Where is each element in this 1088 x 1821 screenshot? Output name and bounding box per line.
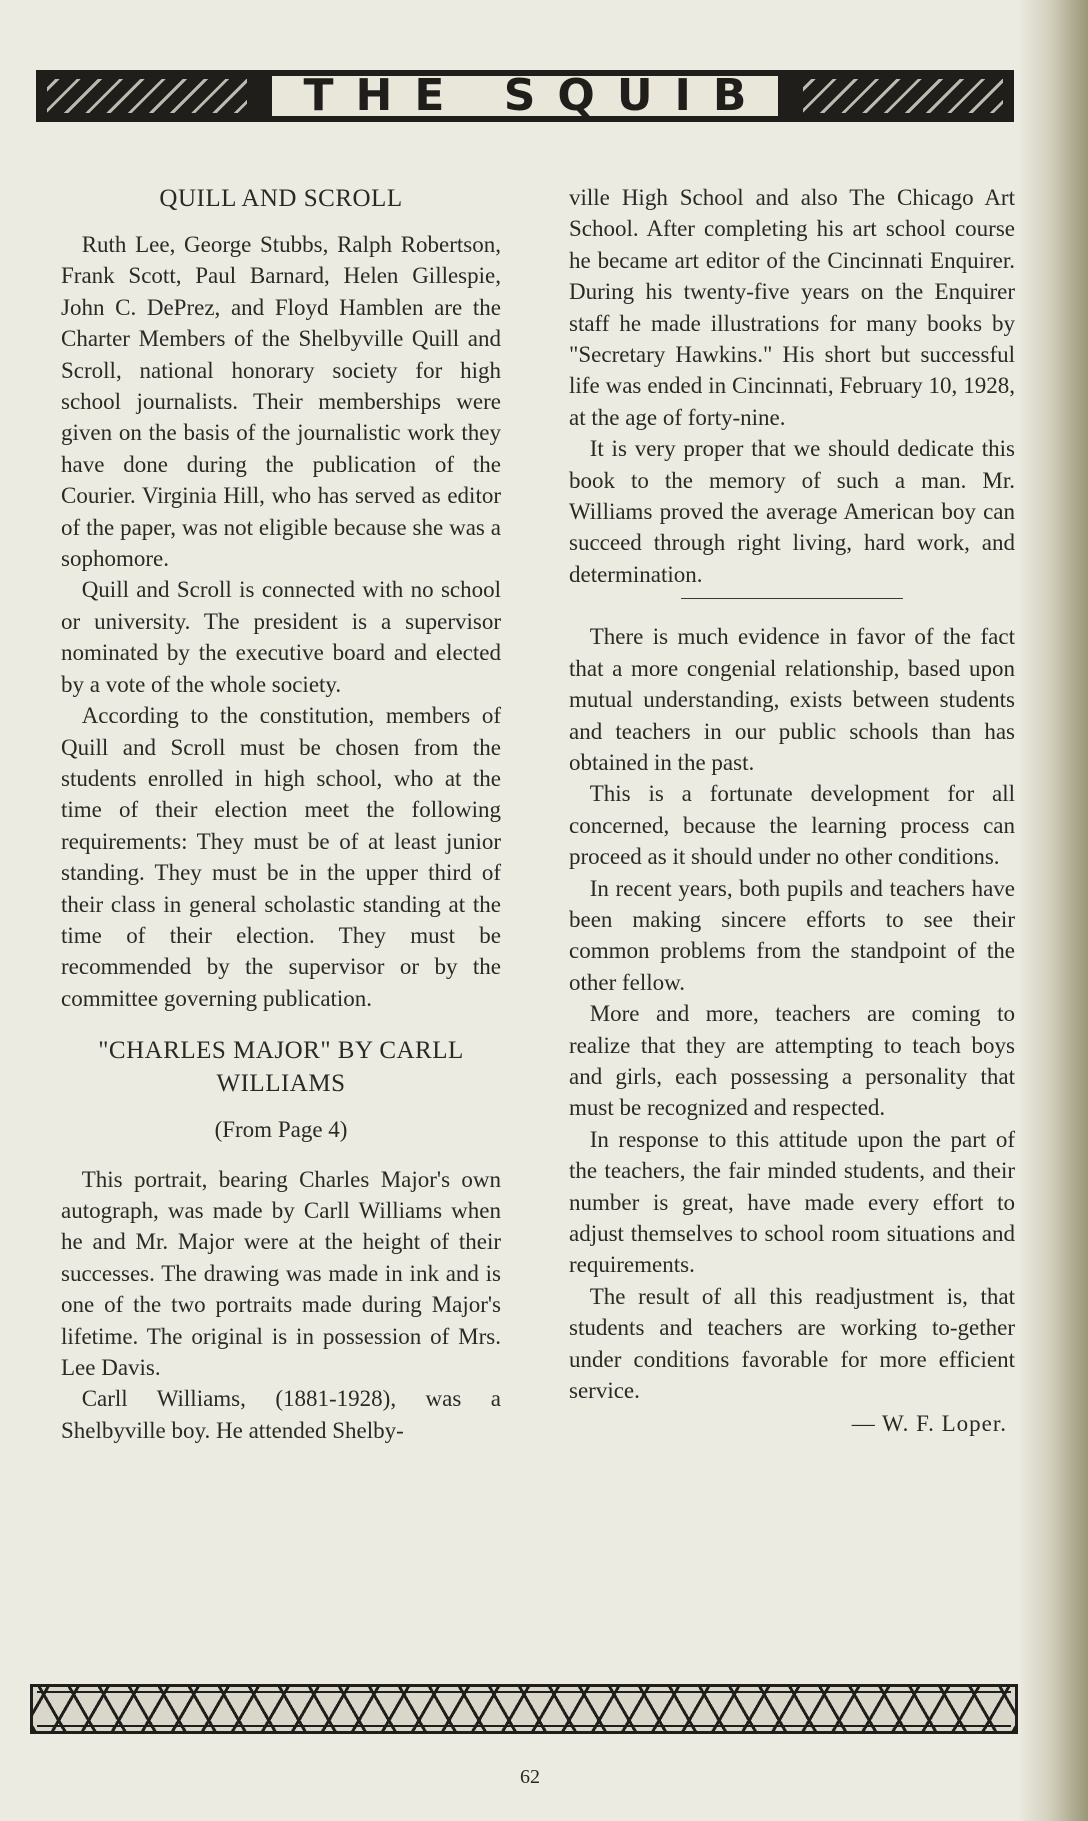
paragraph: In recent years, both pupils and teachers have been making sincere efforts to see their common problems from the standpoint of the other fellow. [569, 875, 1015, 995]
footer-ornament-banner [30, 1684, 1018, 1734]
paragraph-continued: ville High School and also The Chicago Art School. After completing his art school course he became art editor of the Cincinnati Enquirer. During his twenty-five years on the Enquirer staff he made illustrations for many books by "Secretary Hawkins." His short but successful life was ended in Cincinnati, February 10, 1928, at the age of forty-nine. [569, 185, 1015, 430]
page-number: 62 [520, 1766, 540, 1788]
paragraph: In response to this attitude upon the part of the teachers, the fair minded students, and their number is great, have made every effort to adjust themselves to school room situations and requirements. [569, 1126, 1015, 1278]
paragraph: It is very proper that we should dedicate this book to the memory of such a man. Mr. Williams proved the average American boy can succeed through right living, hard work, and determination. [569, 436, 1015, 587]
paragraph: Ruth Lee, George Stubbs, Ralph Robertson, Frank Scott, Paul Barnard, Helen Gillespie, John C. DePrez, and Floyd Hamblen are the Charter Members of the Shelbyville Quill and Scroll, national honorary society for high school journalists. Their memberships were given on the basis of the journalistic work they have done during the publication of the Courier. Virginia Hill, who has served as editor of the paper, was not eligible because she was a sophomore. [61, 232, 501, 572]
section-divider [681, 598, 903, 599]
paragraph: The result of all this readjustment is, that students and teachers are working to-gether under conditions favorable for more efficient service. [569, 1283, 1015, 1404]
masthead-title: THE SQUIB [268, 76, 783, 116]
paragraph: This is a fortunate development for all concerned, because the learning process can proceed as it should under no other conditions. [569, 781, 1015, 870]
page-binding-shadow [1018, 0, 1088, 1821]
quill-and-scroll-heading: QUILL AND SCROLL [159, 185, 403, 212]
paragraph: More and more, teachers are coming to realize that they are attempting to teach boys and girls, each possessing a personality that must be recognized and respected. [569, 1001, 1015, 1121]
paragraph: This portrait, bearing Charles Major's own autograph, was made by Carll Williams when he and Mr. Major were at the height of their successes. The drawing was made in ink and is one of the two portraits made during Major's lifetime. The original is in possession of Mrs. Lee Davis. [61, 1166, 501, 1380]
author-signature: — W. F. Loper. [851, 1411, 1007, 1437]
left-column [61, 182, 501, 1446]
right-column [569, 182, 1015, 1440]
paragraph: According to the constitution, members of Quill and Scroll must be chosen from the students enrolled in high school, who at the time of their election meet the following requirements: They must be of at least junior standing. They must be in the upper third of their class in general scholastic standing at the time of their election. They must be recommended by the supervisor or by the committee governing publication. [61, 703, 501, 1011]
paragraph: There is much evidence in favor of the fact that a more congenial relationship, based upon mutual understanding, exists between students and teachers in our public schools than has obtained in the past. [569, 624, 1015, 775]
from-page-note: (From Page 4) [214, 1117, 348, 1143]
charles-major-heading: "CHARLES MAJOR" BY CARLL WILLIAMS [98, 1037, 464, 1098]
masthead-banner [36, 70, 1014, 122]
paragraph: Carll Williams, (1881-1928), was a Shelbyville boy. He attended Shelby- [61, 1386, 501, 1443]
paragraph: Quill and Scroll is connected with no school or university. The president is a supervisor nominated by the executive board and elected by a vote of the whole society. [61, 577, 501, 697]
